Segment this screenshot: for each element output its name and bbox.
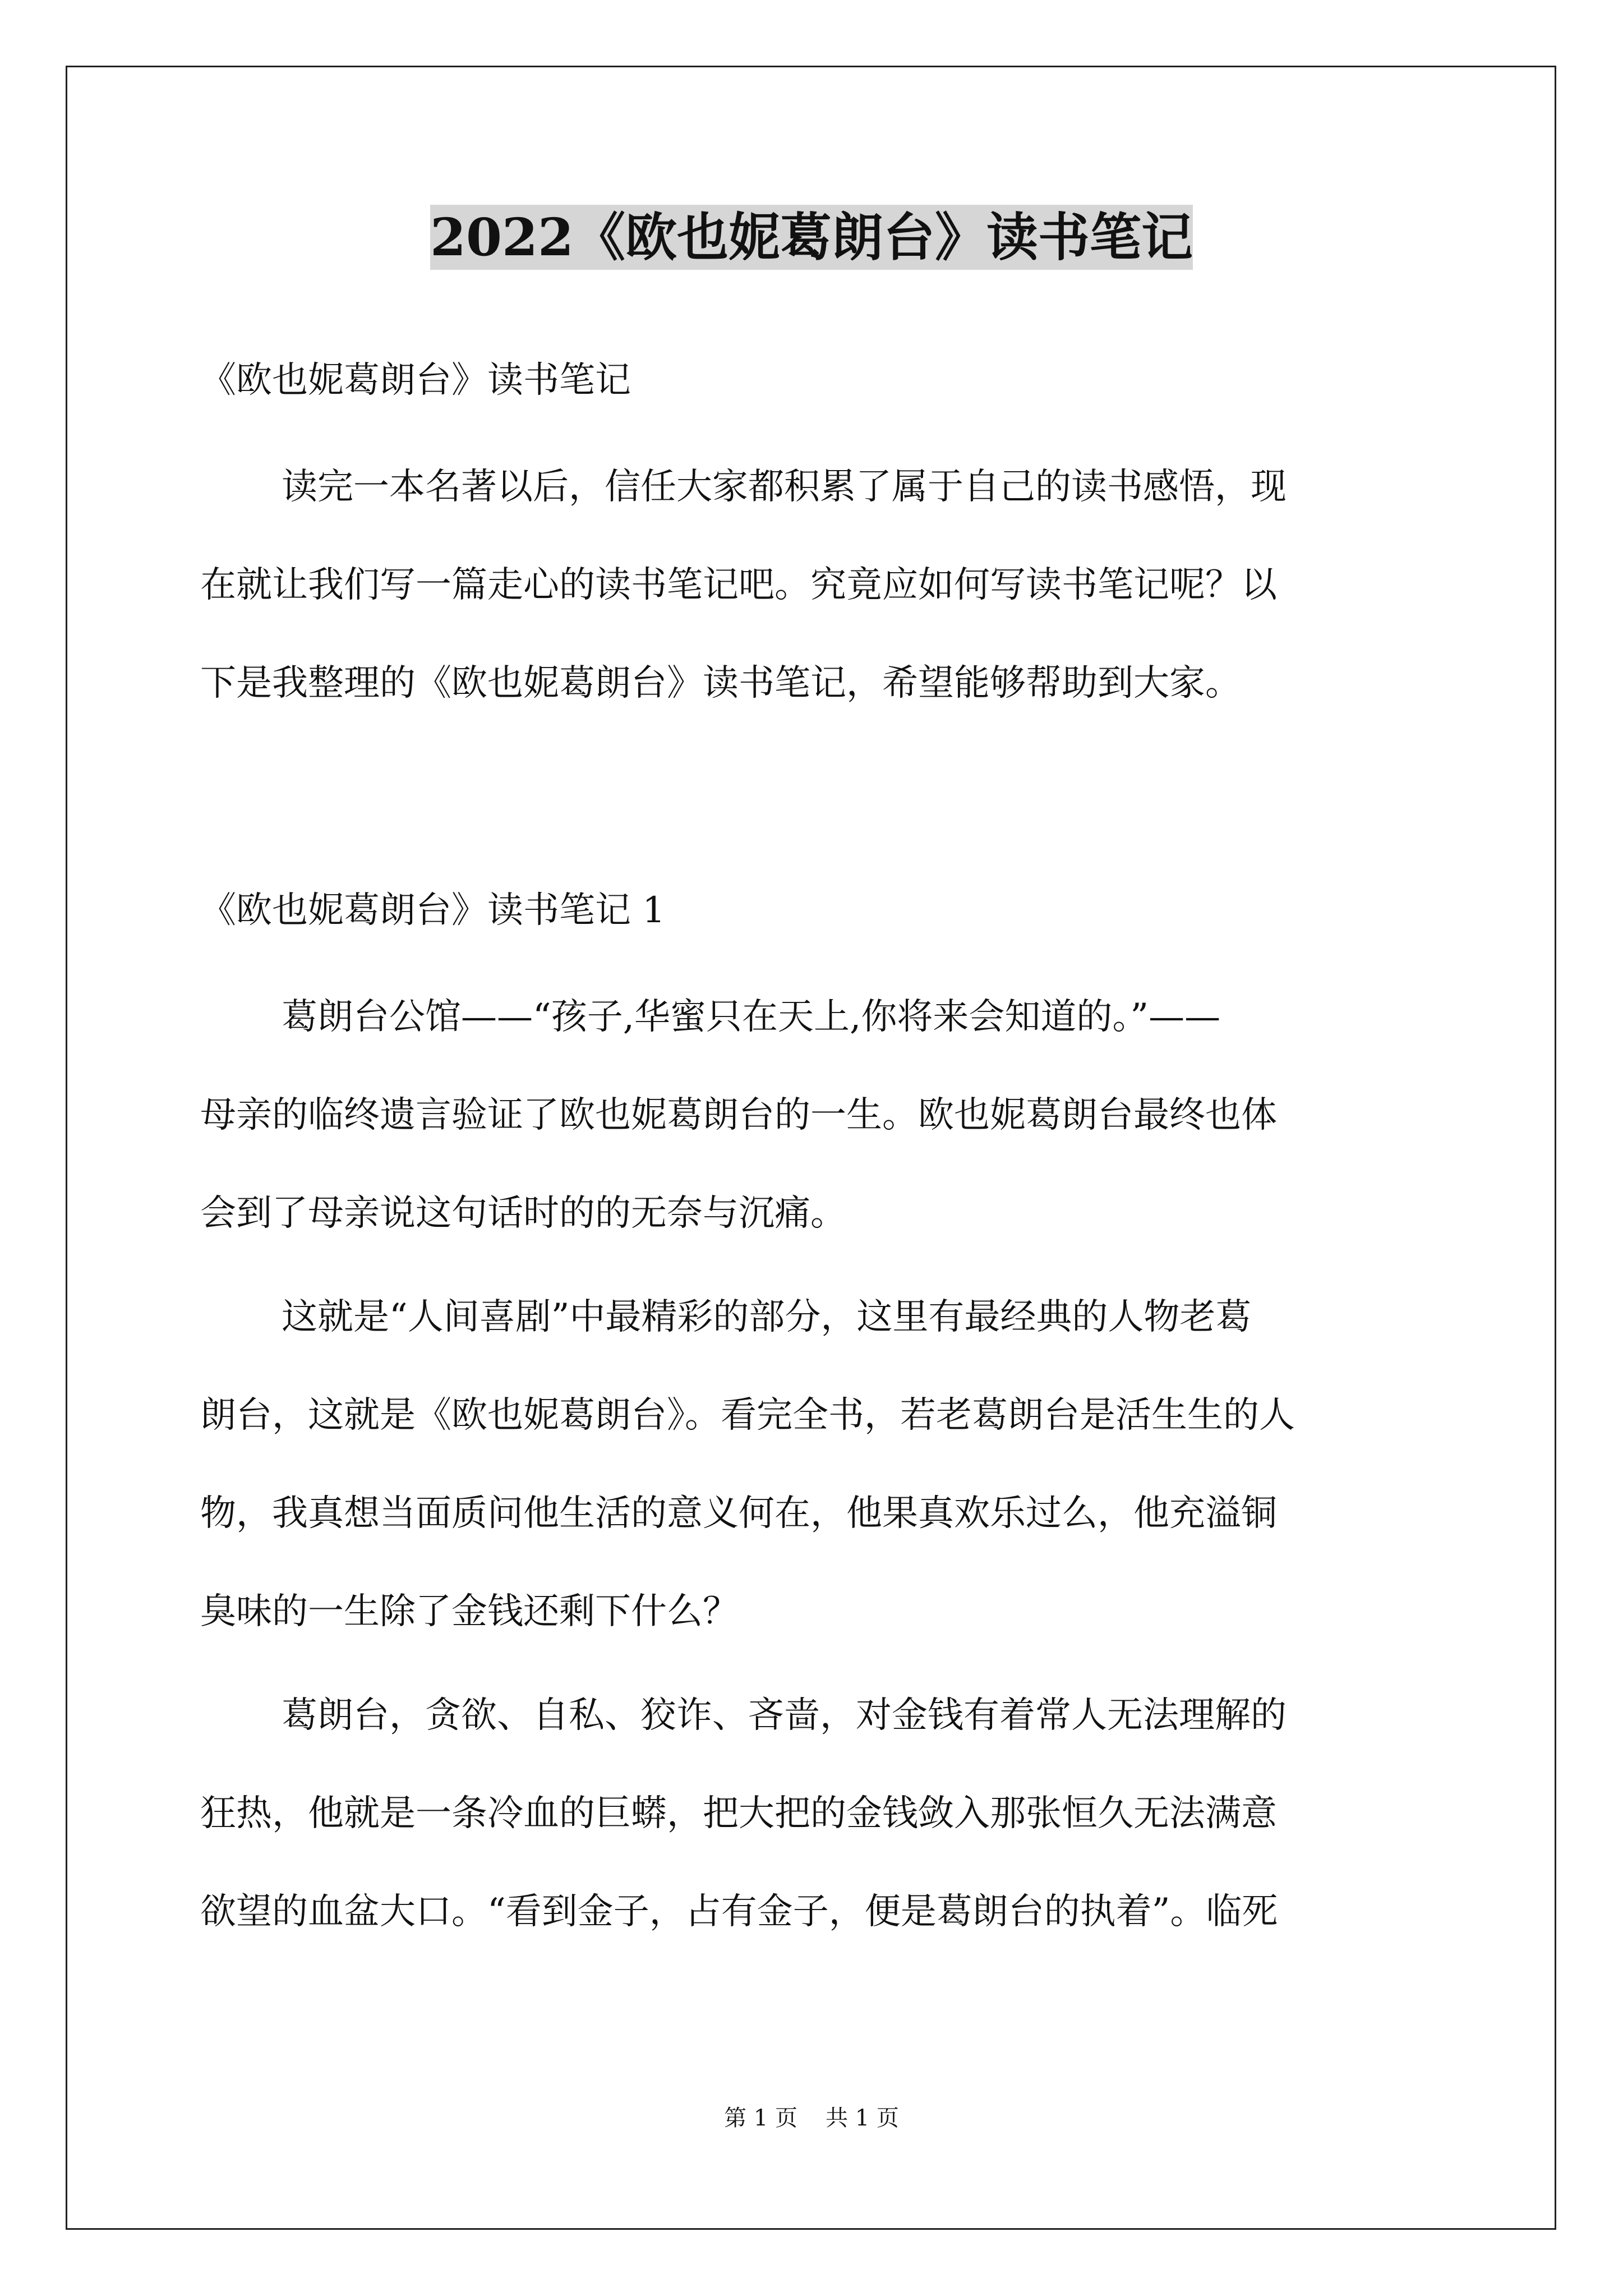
- page-footer: [0, 2101, 1623, 2135]
- paragraph-line: 母亲的临终遗言验证了欧也妮葛朗台的一生。欧也妮葛朗台最终也体: [200, 1094, 1277, 1136]
- paragraph-line: 葛朗台公馆——“孩子,华蜜只在天上,你将来会知道的。”——: [282, 996, 1221, 1038]
- paragraph-line: 下是我整理的《欧也妮葛朗台》读书笔记，希望能够帮助到大家。: [200, 662, 1241, 704]
- paragraph-line: 臭味的一生除了金钱还剩下什么？: [200, 1591, 739, 1632]
- section-heading: 《欧也妮葛朗台》读书笔记 1: [200, 890, 666, 931]
- paragraph-line: 狂热，他就是一条冷血的巨蟒，把大把的金钱敛入那张恒久无法满意: [200, 1793, 1277, 1834]
- paragraph-line: 葛朗台，贪欲、自私、狡诈、吝啬，对金钱有着常人无法理解的: [282, 1695, 1287, 1736]
- paragraph-line: 朗台，这就是《欧也妮葛朗台》。看完全书，若老葛朗台是活生生的人: [200, 1395, 1295, 1436]
- page-total: 共 1 页: [826, 2105, 899, 2131]
- page-number: 第 1 页: [724, 2105, 797, 2131]
- paragraph-line: 欲望的血盆大口。“看到金子，占有金子，便是葛朗台的执着”。临死: [200, 1891, 1278, 1932]
- section-heading: 《欧也妮葛朗台》读书笔记: [200, 360, 631, 401]
- paragraph-line: 这就是“人间喜剧”中最精彩的部分，这里有最经典的人物老葛: [282, 1296, 1252, 1338]
- paragraph-line: 读完一本名著以后，信任大家都积累了属于自己的读书感悟，现: [282, 466, 1287, 508]
- paragraph-line: 在就让我们写一篇走心的读书笔记吧。究竟应如何写读书笔记呢？以: [200, 564, 1277, 606]
- document-title-text: 2022《欧也妮葛朗台》读书笔记: [430, 205, 1193, 270]
- paragraph-line: 物，我真想当面质问他生活的意义何在，他果真欢乐过么，他充溢铜: [200, 1493, 1277, 1534]
- document-title: [0, 201, 1623, 274]
- paragraph-line: 会到了母亲说这句话时的的无奈与沉痛。: [200, 1193, 846, 1234]
